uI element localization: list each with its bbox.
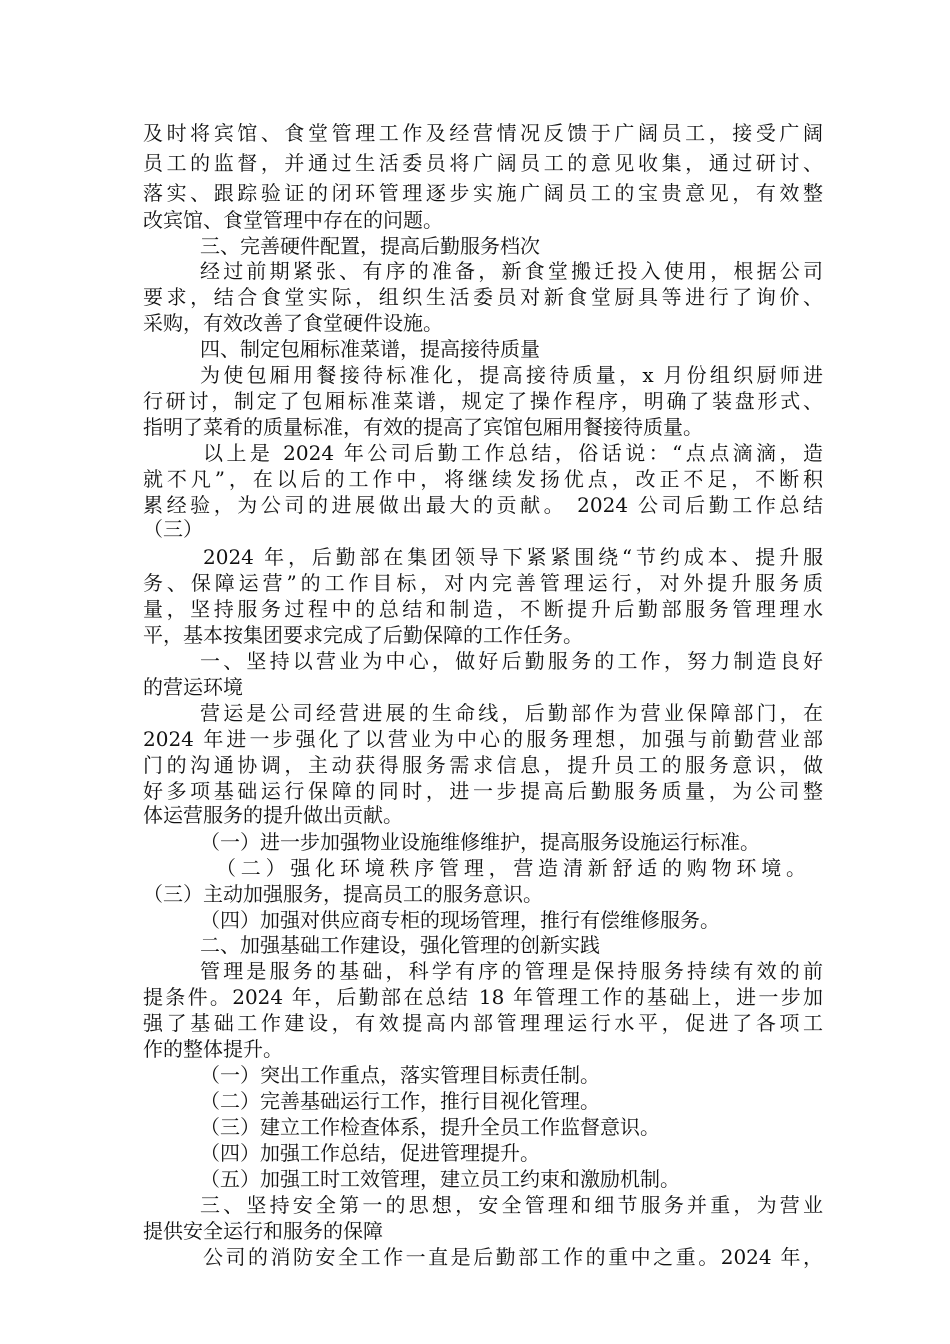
text-line: （三） <box>143 517 203 541</box>
list-item: （四）加强工作总结，促进管理提升。 <box>200 1141 540 1165</box>
list-item: （二）强化环境秩序管理，营造清新舒适的购物环境。 <box>216 856 806 880</box>
text-line: 公司的消防安全工作一直是后勤部工作的重中之重。2024 年， <box>203 1245 823 1269</box>
list-item: （三）建立工作检查体系，提升全员工作监督意识。 <box>200 1115 660 1139</box>
text-line: 强了基础工作建设，有效提高内部管理理运行水平，促进了各项工 <box>143 1011 823 1035</box>
text-line: 以上是 2024 年公司后勤工作总结，俗话说：“点点滴滴，造 <box>203 441 823 465</box>
text-line: 2024 年，后勤部在集团领导下紧紧围绕“节约成本、提升服 <box>203 545 823 569</box>
text-line: 提条件。2024 年，后勤部在总结 18 年管理工作的基础上，进一步加 <box>143 985 823 1009</box>
text-line: 经过前期紧张、有序的准备，新食堂搬迁投入使用，根据公司 <box>200 259 823 283</box>
text-line: 就不凡”，在以后的工作中，将继续发扬优点，改正不足，不断积 <box>143 467 823 491</box>
section-heading: 提供安全运行和服务的保障 <box>143 1219 383 1243</box>
text-line: 平，基本按集团要求完成了后勤保障的工作任务。 <box>143 623 583 647</box>
text-line: 改宾馆、食堂管理中存在的问题。 <box>143 208 443 232</box>
text-line: 作的整体提升。 <box>143 1037 283 1061</box>
section-heading: 四、制定包厢标准菜谱，提高接待质量 <box>200 337 540 361</box>
text-line: 要求，结合食堂实际，组织生活委员对新食堂厨具等进行了询价、 <box>143 285 823 309</box>
text-line: 体运营服务的提升做出贡献。 <box>143 803 403 827</box>
list-item: （四）加强对供应商专柜的现场管理，推行有偿维修服务。 <box>200 908 720 932</box>
list-item: （一）进一步加强物业设施维修维护，提高服务设施运行标准。 <box>200 830 760 854</box>
text-line: 为使包厢用餐接待标准化，提高接待质量，x 月份组织厨师进 <box>200 363 823 387</box>
text-line: 门的沟通协调，主动获得服务需求信息，提升员工的服务意识，做 <box>143 753 823 777</box>
section-heading: 的营运环境 <box>143 675 243 699</box>
list-item: （二）完善基础运行工作，推行目视化管理。 <box>200 1089 600 1113</box>
text-line: 及时将宾馆、食堂管理工作及经营情况反馈于广阔员工，接受广阔 <box>143 121 823 145</box>
text-line: 量，坚持服务过程中的总结和制造，不断提升后勤部服务管理理水 <box>143 597 823 621</box>
text-line: 指明了菜肴的质量标准，有效的提高了宾馆包厢用餐接待质量。 <box>143 415 703 439</box>
section-heading: 一、坚持以营业为中心，做好后勤服务的工作，努力制造良好 <box>200 649 823 673</box>
section-heading: 三、完善硬件配置，提高后勤服务档次 <box>200 234 540 258</box>
list-item: （三）主动加强服务，提高员工的服务意识。 <box>143 882 543 906</box>
text-line: 管理是服务的基础，科学有序的管理是保持服务持续有效的前 <box>200 959 823 983</box>
text-line: 累经验，为公司的进展做出最大的贡献。 2024 公司后勤工作总结 <box>143 493 823 517</box>
text-line: 落实、跟踪验证的闭环管理逐步实施广阔员工的宝贵意见，有效整 <box>143 181 823 205</box>
text-line: 采购，有效改善了食堂硬件设施。 <box>143 311 443 335</box>
text-line: 务、保障运营”的工作目标，对内完善管理运行，对外提升服务质 <box>143 571 823 595</box>
text-line: 好多项基础运行保障的同时，进一步提高后勤服务质量，为公司整 <box>143 779 823 803</box>
text-line: 2024 年进一步强化了以营业为中心的服务理想，加强与前勤营业部 <box>143 727 823 751</box>
section-heading: 二、加强基础工作建设，强化管理的创新实践 <box>200 933 600 957</box>
text-line: 营运是公司经营进展的生命线，后勤部作为营业保障部门，在 <box>200 701 823 725</box>
text-line: 员工的监督，并通过生活委员将广阔员工的意见收集，通过研讨、 <box>143 151 823 175</box>
section-heading: 三、坚持安全第一的思想，安全管理和细节服务并重，为营业 <box>200 1193 823 1217</box>
list-item: （一）突出工作重点，落实管理目标责任制。 <box>200 1063 600 1087</box>
list-item: （五）加强工时工效管理，建立员工约束和激励机制。 <box>200 1167 680 1191</box>
text-line: 行研讨，制定了包厢标准菜谱，规定了操作程序，明确了装盘形式、 <box>143 389 823 413</box>
